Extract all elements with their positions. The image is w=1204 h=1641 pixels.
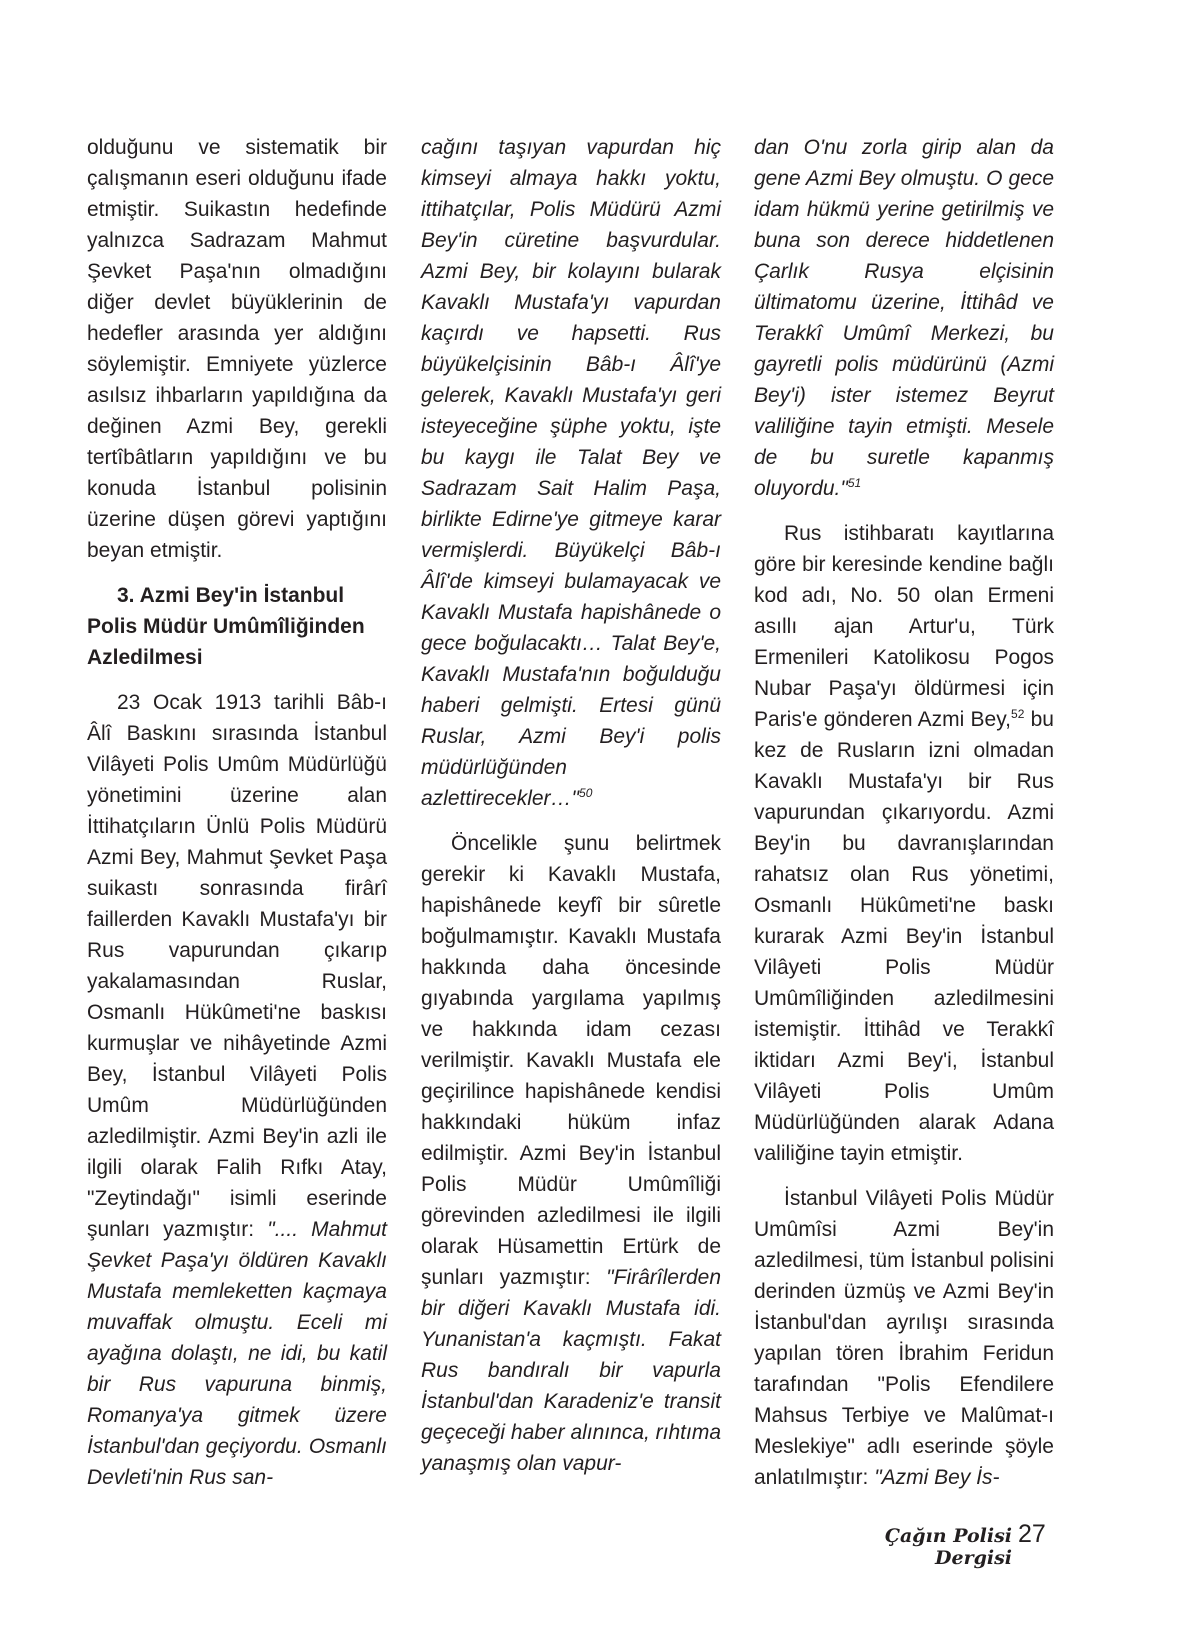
quote-text: dan O'nu zorla girip alan da gene Azmi Bey olmuştu. O gece idam hükmü yerine getirilmiş ve buna son derece hiddetlenen Çarlık Rusya elçisinin ültimatomu üzerine, İttihâd ve Terakkî Umûmî Merkezi, bu gayretli polis müdürünü (Azmi Bey'i) ister istemez Beyrut valiliğine tayin etmişti. Mesele de bu suretle kapanmış oluyordu." [754, 136, 1054, 500]
paragraph: olduğunu ve sistematik bir çalışmanın eseri olduğunu ifade etmiştir. Suikastın hedefinde yalnızca Sadrazam Mahmut Şevket Paşa'nın olmadığını diğer devlet büyüklerinin de hedefler arasında yer aldığını söylemiştir. Emniyete yüzlerce asılsız ihbarların yapıldığına da değinen Azmi Bey, gerekli tertîbâtların yapıldığını ve bu konuda İstanbul polisinin üzerine düşen görevi yaptığını beyan etmiştir. [87, 136, 387, 562]
heading-line: Azledilmesi [87, 646, 203, 669]
paragraph [754, 1183, 1054, 1493]
paragraph-text: 23 Ocak 1913 tarihli Bâb-ı Âlî Baskını sırasında İstanbul Vilâyeti Polis Umûm Müdürlüğü yönetimini üzerine alan İttihatçıların Ünlü Polis Müdürü Azmi Bey, Mahmut Şevket Paşa suikastı sonrasında firârî faillerden Kavaklı Mustafa'yı bir Rus vapurundan çıkarıp yakalamasından Ruslar, Osmanlı Hükûmeti'ne baskısı kurmuşlar ve nihâyetinde Azmi Bey, İstanbul Vilâyeti Polis Umûm Müdürlüğünden azledilmiştir. Azmi Bey'in azli ile ilgili olarak Falih Rıfkı Atay, "Zeytindağı" isimli eserinde şunları yazmıştır: [87, 691, 387, 1241]
section-heading [87, 580, 387, 673]
paragraph [421, 828, 721, 1479]
quote-paragraph [421, 132, 721, 814]
paragraph-text: İstanbul Vilâyeti Polis Müdür Umûmîsi Azmi Bey'in azledilmesi, tüm İstanbul polisini derinden üzmüş ve Azmi Bey'in İstanbul'dan ayrılışı sırasında yapılan tören İbrahim Feridun tarafından "Polis Efendilere Mahsus Terbiye ve Malûmat-ı Meslekiye" adlı eserinde şöyle anlatılmıştır: [754, 1187, 1054, 1489]
quote-paragraph [754, 132, 1054, 504]
heading-line: Polis Müdür Umûmîliğinden [87, 615, 365, 638]
column-2 [421, 132, 721, 1479]
paragraph [87, 687, 387, 1493]
quote-text: "Azmi Bey İs- [874, 1466, 1000, 1489]
journal-title: Çağın Polisi Dergisi [884, 1525, 1012, 1569]
footnote-ref: 52 [1011, 707, 1025, 721]
heading-line: 3. Azmi Bey'in İstanbul [117, 584, 345, 607]
paragraph-text: bu kez de Rusların izni olmadan Kavaklı Mustafa'yı bir Rus vapurundan çıkarıyordu. Azmi Bey'in bu davranışlarından rahatsız olan Rus yönetimi, Osmanlı Hükûmeti'ne baskı kurarak Azmi Bey'in İstanbul Vilâyeti Polis Müdür Umûmîliğinden azledilmesini istemiştir. İttihâd ve Terakkî iktidarı Azmi Bey'i, İstanbul Vilâyeti Polis Umûm Müdürlüğünden alarak Adana valiliğine tayin etmiştir. [754, 708, 1054, 1165]
footnote-ref: 51 [847, 476, 862, 490]
column-1 [87, 132, 387, 1493]
quote-text: cağını taşıyan vapurdan hiç kimseyi almaya hakkı yoktu, ittihatçılar, Polis Müdürü Azmi Bey'in cüretine başvurdular. Azmi Bey, bir kolayını bularak Kavaklı Mustafa'yı vapurdan kaçırdı ve hapsetti. Rus büyükelçisinin Bâb-ı Âlî'ye gelerek, Kavaklı Mustafa'yı geri isteyeceğine şüphe yoktu, işte bu kaygı ile Talat Bey ve Sadrazam Sait Halim Paşa, birlikte Edirne'ye gitmeye karar vermişlerdi. Büyükelçi Bâb-ı Âlî'de kimseyi bulamayacak ve Kavaklı Mustafa hapishânede o gece boğulacaktı… Talat Bey'e, Kavaklı Mustafa'nın boğulduğu haberi gelmişti. Ertesi günü Ruslar, Azmi Bey'i polis müdürlüğünden azlettirecekler…" [421, 136, 721, 810]
quote-text: "Firârîlerden bir diğeri Kavaklı Mustafa idi. Yunanistan'a kaçmıştı. Fakat Rus bandıralı bir vapurla İstanbul'dan Karadeniz'e transit geçeceği haber alınınca, rıhtıma yanaşmış olan vapur- [421, 1266, 722, 1475]
paragraph [754, 518, 1054, 1169]
footnote-ref: 50 [579, 786, 593, 800]
quote-text: ".... Mahmut Şevket Paşa'yı öldüren Kavaklı Mustafa memleketten kaçmaya muvaffak olmuştu. Eceli mi ayağına dolaştı, ne idi, bu katil bir Rus vapuruna binmiş, Romanya'ya gitmek üzere İstanbul'dan geçiyordu. Osmanlı Devleti'nin Rus san- [87, 1218, 387, 1489]
page-number: 27 [1018, 1520, 1046, 1548]
paragraph-text: Rus istihbaratı kayıtlarına göre bir keresinde kendine bağlı kod adı, No. 50 olan Ermeni asıllı ajan Artur'u, Türk Ermenileri Katolikosu Pogos Nubar Paşa'yı öldürmesi için Paris'e gönderen Azmi Bey, [754, 522, 1054, 731]
paragraph-text: Öncelikle şunu belirtmek gerekir ki Kavaklı Mustafa, hapishânede keyfî bir sûretle boğulmamıştır. Kavaklı Mustafa hakkında daha öncesinde gıyabında yargılama yapılmış ve hakkında idam cezası verilmiştir. Kavaklı Mustafa ele geçirilince hapishânede kendisi hakkındaki hüküm infaz edilmiştir. Azmi Bey'in İstanbul Polis Müdür Umûmîliği görevinden azledilmesi ile ilgili olarak Hüsamettin Ertürk de şunları yazmıştır: [421, 832, 721, 1289]
column-3 [754, 132, 1054, 1493]
